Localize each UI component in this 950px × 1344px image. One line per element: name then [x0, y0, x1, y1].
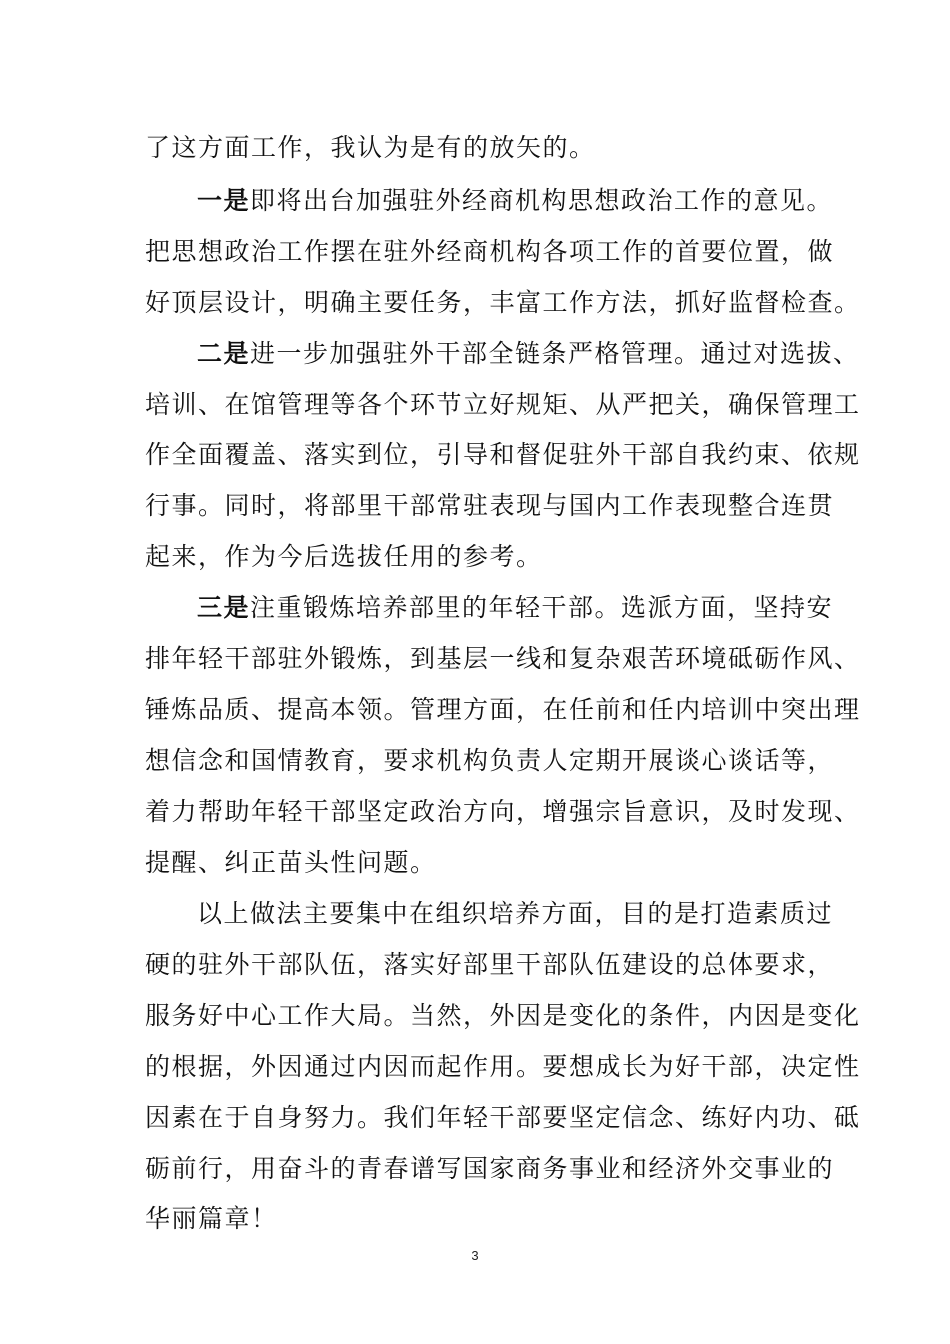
paragraph-first-line: [197, 898, 834, 930]
line-text: 排年轻干部驻外锻炼，到基层一线和复杂艰苦环境砥砺作风、: [145, 644, 861, 673]
body-line: [145, 796, 861, 828]
line-text: 华丽篇章！: [145, 1204, 278, 1233]
page-number: 3: [471, 1248, 479, 1263]
line-text: 着力帮助年轻干部坚定政治方向，增强宗旨意识，及时发现、: [145, 797, 861, 826]
line-text: 因素在于自身努力。我们年轻干部要坚定信念、练好内功、砥: [145, 1103, 861, 1132]
line-text: 起来，作为今后选拔任用的参考。: [145, 542, 543, 571]
body-line: [145, 745, 835, 777]
point-lead: 一是: [197, 186, 251, 215]
line-text: 注重锻炼培养部里的年轻干部。选派方面，坚持安: [250, 593, 834, 622]
body-line: [145, 694, 861, 726]
paragraph-first-line: [197, 338, 860, 370]
line-text: 服务好中心工作大局。当然，外因是变化的条件，内因是变化: [145, 1001, 861, 1030]
body-line: [145, 1051, 861, 1083]
paragraph-first-line: [197, 185, 834, 217]
body-line: [145, 1102, 861, 1134]
body-line: [145, 847, 825, 879]
body-line: [145, 1000, 861, 1032]
line-text: 行事。同时，将部里干部常驻表现与国内工作表现整合连贯: [145, 491, 835, 520]
body-line: [145, 643, 861, 675]
body-line: [145, 1153, 835, 1185]
line-text: 想信念和国情教育，要求机构负责人定期开展谈心谈话等，: [145, 746, 835, 775]
body-line: [145, 490, 835, 522]
paragraph-first-line: [197, 592, 834, 624]
body-line: [145, 541, 825, 573]
body-line: [145, 132, 825, 164]
body-line: [145, 949, 835, 981]
line-text: 进一步加强驻外干部全链条严格管理。通过对选拔、: [250, 339, 860, 368]
line-text: 即将出台加强驻外经商机构思想政治工作的意见。: [250, 186, 834, 215]
point-lead: 二是: [197, 339, 251, 368]
line-text: 锤炼品质、提高本领。管理方面，在任前和任内培训中突出理: [145, 695, 861, 724]
body-line: [145, 1203, 825, 1235]
line-text: 砺前行，用奋斗的青春谱写国家商务事业和经济外交事业的: [145, 1154, 835, 1183]
line-text: 培训、在馆管理等各个环节立好规矩、从严把关，确保管理工: [145, 390, 861, 419]
line-text: 作全面覆盖、落实到位，引导和督促驻外干部自我约束、依规: [145, 440, 861, 469]
line-text: 硬的驻外干部队伍，落实好部里干部队伍建设的总体要求，: [145, 950, 835, 979]
body-line: [145, 439, 861, 471]
body-line: [145, 389, 861, 421]
body-line: [145, 236, 835, 268]
line-text: 以上做法主要集中在组织培养方面，目的是打造素质过: [197, 899, 834, 928]
line-text: 把思想政治工作摆在驻外经商机构各项工作的首要位置，做: [145, 237, 835, 266]
line-text: 提醒、纠正苗头性问题。: [145, 848, 437, 877]
point-lead: 三是: [197, 593, 251, 622]
line-text: 的根据，外因通过内因而起作用。要想成长为好干部，决定性: [145, 1052, 861, 1081]
line-text: 好顶层设计，明确主要任务，丰富工作方法，抓好监督检查。: [145, 288, 861, 317]
line-text: 了这方面工作，我认为是有的放矢的。: [145, 133, 596, 162]
body-line: [145, 287, 861, 319]
